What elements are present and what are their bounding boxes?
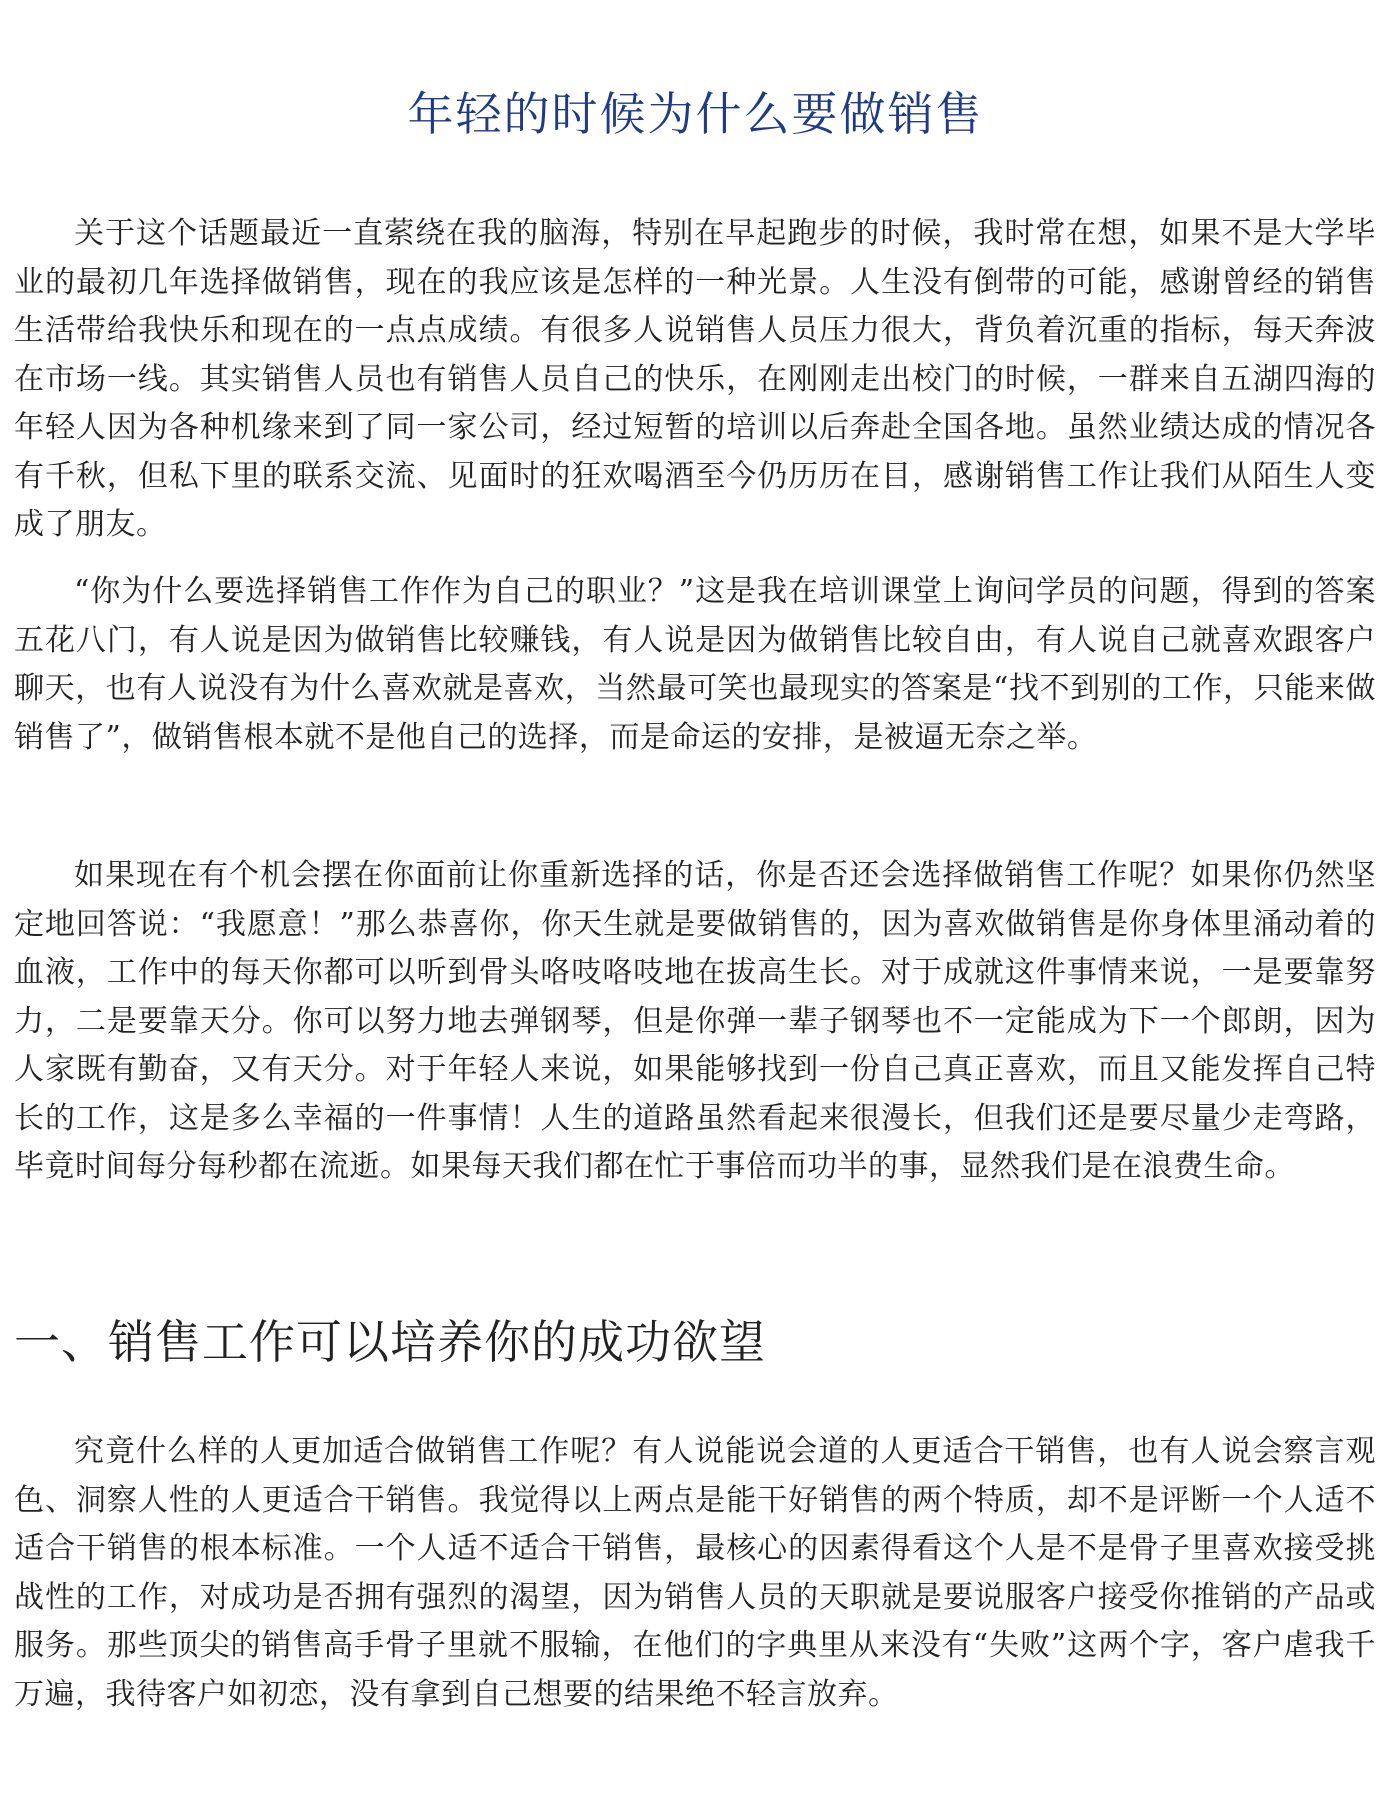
section-1-paragraph: 究竟什么样的人更加适合做销售工作呢？有人说能说会道的人更适合干销售，也有人说会察言观色、洞察人性的人更适合干销售。我觉得以上两点是能干好销售的两个特质，却不是评断一个人适不适合干销售的根本标准。一个人适不适合干销售，最核心的因素得看这个人是不是骨子里喜欢接受挑战性的工作，对成功是否拥有强烈的渴望，因为销售人员的天职就是要说服客户接受你推销的产品或服务。那些顶尖的销售高手骨子里就不服输，在他们的字典里从来没有“失败”这两个字，客户虐我千万遍，我待客户如初恋，没有拿到自己想要的结果绝不轻言放弃。 (14, 1434, 1376, 1712)
section-heading-1: 一、销售工作可以培养你的成功欲望 (14, 1315, 766, 1369)
intro-paragraph-2: “你为什么要选择销售工作作为自己的职业？”这是我在培训课堂上询问学员的问题，得到的答案五花八门，有人说是因为做销售比较赚钱，有人说是因为做销售比较自由，有人说自己就喜欢跟客户聊天，也有人说没有为什么喜欢就是喜欢，当然最可笑也最现实的答案是“找不到别的工作，只能来做销售了”，做销售根本就不是他自己的选择，而是命运的安排，是被逼无奈之举。 (14, 574, 1376, 755)
intro-paragraph-1: 关于这个话题最近一直萦绕在我的脑海，特别在早起跑步的时候，我时常在想，如果不是大学毕业的最初几年选择做销售，现在的我应该是怎样的一种光景。人生没有倒带的可能，感谢曾经的销售生活带给我快乐和现在的一点点成绩。有很多人说销售人员压力很大，背负着沉重的指标，每天奔波在市场一线。其实销售人员也有销售人员自己的快乐，在刚刚走出校门的时候，一群来自五湖四海的年轻人因为各种机缘来到了同一家公司，经过短暂的培训以后奔赴全国各地。虽然业绩达成的情况各有千秋，但私下里的联系交流、见面时的狂欢喝酒至今仍历历在目，感谢销售工作让我们从陌生人变成了朋友。 (14, 216, 1376, 542)
document-title: 年轻的时候为什么要做销售 (407, 87, 984, 141)
intro-paragraph-3: 如果现在有个机会摆在你面前让你重新选择的话，你是否还会选择做销售工作呢？如果你仍然坚定地回答说：“我愿意！”那么恭喜你，你天生就是要做销售的，因为喜欢做销售是你身体里涌动着的血液，工作中的每天你都可以听到骨头咯吱咯吱地在拔高生长。对于成就这件事情来说，一是要靠努力，二是要靠天分。你可以努力地去弹钢琴，但是你弹一辈子钢琴也不一定能成为下一个郎朗，因为人家既有勤奋，又有天分。对于年轻人来说，如果能够找到一份自己真正喜欢，而且又能发挥自己特长的工作，这是多么幸福的一件事情！人生的道路虽然看起来很漫长，但我们还是要尽量少走弯路，毕竟时间每分每秒都在流逝。如果每天我们都在忙于事倍而功半的事，显然我们是在浪费生命。 (14, 858, 1376, 1184)
